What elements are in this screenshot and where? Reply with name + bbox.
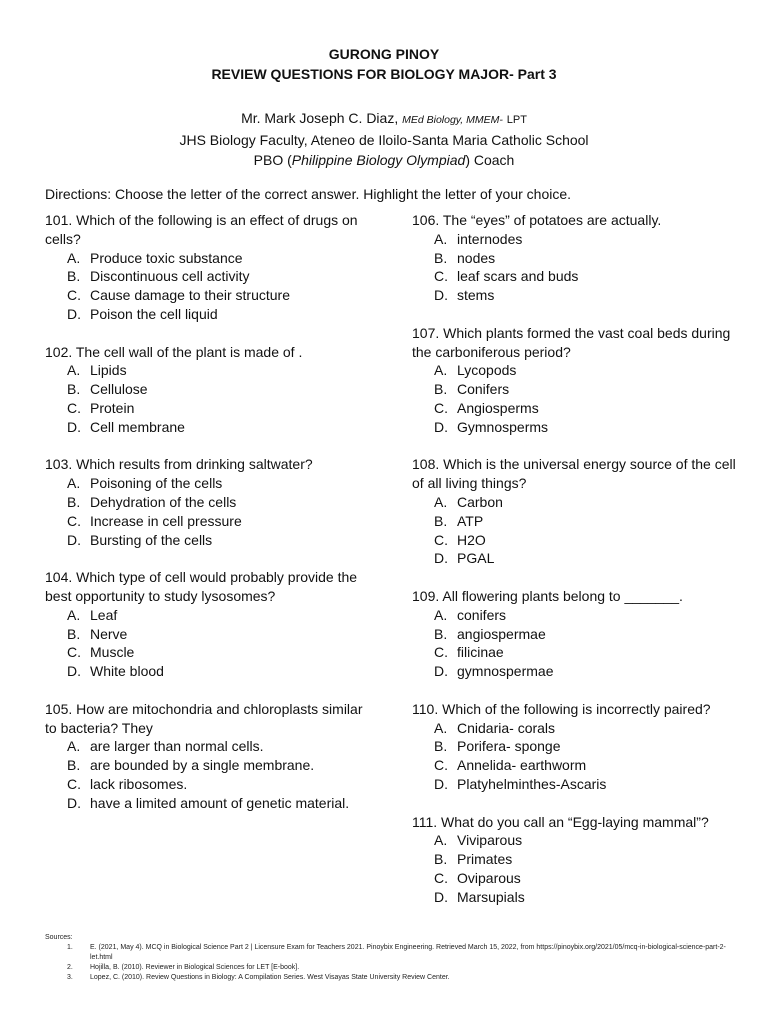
author-line [0, 108, 768, 130]
choice-text: Angiosperms [457, 399, 539, 416]
answer-choice [412, 831, 742, 850]
choice-text: Lycopods [457, 362, 517, 379]
choice-letter: A. [434, 832, 448, 849]
question-item [45, 700, 375, 813]
answer-choice [412, 719, 742, 738]
question-item [45, 211, 375, 324]
choice-text: Primates [457, 851, 513, 868]
choice-text: Porifera- sponge [457, 738, 561, 755]
question-stem: 110. Which of the following is incorrectly paired? [412, 700, 711, 717]
answer-choice [412, 493, 742, 512]
choice-text: Oviparous [457, 869, 521, 886]
choice-text: Protein [90, 399, 135, 416]
choice-letter: C. [67, 644, 81, 661]
author-name: Mr. Mark Joseph C. Diaz, [241, 110, 399, 126]
choice-text: Poison the cell liquid [90, 305, 218, 322]
choice-letter: B. [67, 381, 81, 398]
answer-choice [45, 399, 375, 418]
author-affiliation: JHS Biology Faculty, Ateneo de Iloilo-Santa Maria Catholic School [179, 132, 589, 148]
answer-choice [45, 361, 375, 380]
doc-subtitle: REVIEW QUESTIONS FOR BIOLOGY MAJOR- Part 3 [211, 66, 557, 82]
answer-choice [412, 286, 742, 305]
choice-text: Cause damage to their structure [90, 287, 290, 304]
answer-choice [45, 606, 375, 625]
choice-letter: B. [434, 738, 448, 755]
question-stem: 104. Which type of cell would probably provide the best opportunity to study lysosomes? [45, 569, 358, 604]
choice-text: are bounded by a single membrane. [90, 757, 315, 774]
choice-letter: C. [434, 399, 448, 416]
choice-text: Cellulose [90, 381, 148, 398]
source-number: 3. [67, 974, 73, 981]
answer-choice [412, 531, 742, 550]
question-item [412, 324, 742, 437]
choice-list [45, 606, 375, 681]
answer-choice [45, 531, 375, 550]
choice-text: lack ribosomes. [90, 775, 188, 792]
choice-letter: D. [434, 888, 448, 905]
choice-text: Produce toxic substance [90, 249, 243, 266]
author-role-post: ) Coach [465, 152, 515, 168]
choice-letter: D. [434, 287, 448, 304]
choice-letter: C. [67, 775, 81, 792]
choice-text: Platyhelminthes-Ascaris [457, 775, 607, 792]
choice-letter: D. [67, 305, 81, 322]
author-role-pre: PBO ( [253, 152, 292, 168]
question-stem: 105. How are mitochondria and chloroplasts similar to bacteria? They [45, 700, 363, 736]
question-stem: 102. The cell wall of the plant is made of . [45, 343, 303, 360]
author-role [0, 150, 768, 170]
choice-list [45, 249, 375, 324]
choice-letter: C. [67, 512, 81, 529]
answer-choice [45, 249, 375, 268]
choice-letter: B. [434, 381, 448, 398]
choice-letter: A. [67, 606, 81, 623]
question-item [45, 343, 375, 437]
choice-list [412, 831, 742, 906]
choice-text: Annelida- earthworm [457, 757, 587, 774]
choice-letter: A. [434, 230, 448, 247]
answer-choice [45, 305, 375, 324]
choice-text: Nerve [90, 625, 128, 642]
choice-letter: A. [67, 362, 81, 379]
author-license: LPT [506, 114, 527, 126]
choice-text: nodes [457, 249, 496, 266]
answer-choice [45, 625, 375, 644]
source-text: Lopez, C. (2010). Review Questions in Biology: A Compilation Series. West Visayas State University Review Center. [90, 974, 450, 981]
choice-text: Increase in cell pressure [90, 512, 242, 529]
answer-choice [45, 267, 375, 286]
sources-section [45, 933, 735, 983]
answer-choice [45, 775, 375, 794]
choice-text: Leaf [90, 606, 118, 623]
answer-choice [412, 643, 742, 662]
choice-text: White blood [90, 663, 164, 680]
source-text: Hojilla, B. (2010). Reviewer in Biological Sciences for LET [E-book]. [90, 964, 300, 971]
choice-letter: C. [67, 399, 81, 416]
answer-choice [412, 230, 742, 249]
question-item [412, 455, 742, 568]
title-block [0, 44, 768, 84]
answer-choice [412, 606, 742, 625]
choice-text: H2O [457, 531, 486, 548]
answer-choice [412, 775, 742, 794]
choice-text: ATP [457, 512, 484, 529]
choice-letter: B. [67, 757, 81, 774]
choice-list [412, 361, 742, 436]
source-text: E. (2021, May 4). MCQ in Biological Science Part 2 | Licensure Exam for Teachers 2021. Pinoybix Engineering. Retrieved March 15, 2022, from https://pinoybix.org/2021/05/mcq-in-biological-science-part-2-let.html [90, 944, 726, 961]
choice-text: stems [457, 287, 495, 304]
answer-choice [412, 267, 742, 286]
choice-text: Carbon [457, 493, 503, 510]
choice-letter: D. [67, 531, 81, 548]
choice-text: Muscle [90, 644, 135, 661]
answer-choice [45, 662, 375, 681]
answer-choice [45, 493, 375, 512]
choice-letter: C. [434, 757, 448, 774]
choice-letter: D. [434, 775, 448, 792]
choice-text: filicinae [457, 644, 504, 661]
question-stem: 101. Which of the following is an effect of drugs on cells? [45, 212, 358, 247]
choice-letter: B. [434, 249, 448, 266]
choice-text: Poisoning of the cells [90, 475, 223, 492]
choice-letter: B. [434, 851, 448, 868]
choice-list [45, 474, 375, 549]
choice-text: Viviparous [457, 832, 523, 849]
choice-letter: A. [434, 719, 448, 736]
choice-letter: C. [434, 869, 448, 886]
answer-choice [412, 888, 742, 907]
choice-text: conifers [457, 606, 507, 623]
author-credentials: MEd Biology, MMEM- [402, 114, 503, 126]
choice-letter: D. [434, 550, 448, 567]
choice-list [45, 737, 375, 812]
answer-choice [412, 850, 742, 869]
doc-title: GURONG PINOY [328, 46, 440, 62]
choice-text: Cnidaria- corals [457, 719, 556, 736]
choice-text: are larger than normal cells. [90, 738, 264, 755]
choice-letter: D. [67, 418, 81, 435]
choice-text: Lipids [90, 362, 127, 379]
answer-choice [412, 249, 742, 268]
choice-letter: D. [67, 663, 81, 680]
left-question-column [45, 211, 375, 831]
choice-letter: A. [67, 249, 81, 266]
answer-choice [412, 549, 742, 568]
choice-letter: D. [434, 663, 448, 680]
question-stem: 108. Which is the universal energy source of the cell of all living things? [412, 456, 736, 492]
sources-label: Sources: [45, 934, 73, 941]
source-number: 1. [67, 944, 73, 951]
author-block [0, 108, 768, 170]
answer-choice [45, 643, 375, 662]
choice-text: Marsupials [457, 888, 525, 905]
choice-list [45, 361, 375, 436]
choice-list [412, 493, 742, 568]
answer-choice [412, 662, 742, 681]
choice-text: leaf scars and buds [457, 268, 579, 285]
choice-letter: B. [67, 493, 81, 510]
choice-letter: B. [434, 512, 448, 529]
choice-list [412, 230, 742, 305]
source-item [45, 943, 735, 963]
answer-choice [45, 794, 375, 813]
choice-text: Cell membrane [90, 418, 185, 435]
question-item [412, 587, 742, 681]
answer-choice [45, 512, 375, 531]
answer-choice [412, 380, 742, 399]
directions: Directions: Choose the letter of the correct answer. Highlight the letter of your choice. [45, 186, 572, 202]
source-item [45, 973, 735, 983]
right-question-column [412, 211, 742, 925]
choice-letter: A. [67, 475, 81, 492]
answer-choice [412, 399, 742, 418]
question-item [412, 700, 742, 794]
answer-choice [45, 418, 375, 437]
choice-text: PGAL [457, 550, 495, 567]
question-stem: 107. Which plants formed the vast coal beds during the carboniferous period? [412, 324, 731, 360]
answer-choice [412, 756, 742, 775]
answer-choice [45, 286, 375, 305]
choice-letter: B. [67, 625, 81, 642]
question-stem: 111. What do you call an “Egg-laying mammal”? [412, 813, 709, 830]
choice-text: gymnospermae [457, 663, 554, 680]
answer-choice [45, 474, 375, 493]
answer-choice [45, 737, 375, 756]
choice-list [412, 606, 742, 681]
choice-letter: C. [434, 531, 448, 548]
answer-choice [412, 361, 742, 380]
author-role-org: Philippine Biology Olympiad [291, 152, 466, 168]
choice-text: Discontinuous cell activity [90, 268, 250, 285]
choice-letter: A. [434, 493, 448, 510]
choice-letter: A. [67, 738, 81, 755]
answer-choice [45, 380, 375, 399]
question-stem: 106. The “eyes” of potatoes are actually. [412, 212, 662, 228]
choice-text: Dehydration of the cells [90, 493, 237, 510]
question-stem: 109. All flowering plants belong to _______. [412, 587, 683, 604]
choice-letter: C. [434, 268, 448, 285]
answer-choice [412, 869, 742, 888]
question-stem: 103. Which results from drinking saltwater? [45, 456, 313, 473]
answer-choice [412, 625, 742, 644]
choice-text: internodes [457, 230, 523, 247]
source-item [45, 963, 735, 973]
choice-letter: D. [67, 794, 81, 811]
sources-list [45, 943, 735, 983]
choice-letter: A. [434, 362, 448, 379]
choice-text: Bursting of the cells [90, 531, 213, 548]
choice-letter: B. [67, 268, 81, 285]
question-item [45, 568, 375, 681]
choice-letter: C. [67, 287, 81, 304]
choice-text: have a limited amount of genetic material. [90, 794, 350, 811]
answer-choice [412, 418, 742, 437]
choice-text: Conifers [457, 381, 510, 398]
choice-text: Gymnosperms [457, 418, 549, 435]
choice-list [412, 719, 742, 794]
answer-choice [412, 737, 742, 756]
answer-choice [45, 756, 375, 775]
answer-choice [412, 512, 742, 531]
choice-letter: A. [434, 606, 448, 623]
question-item [45, 455, 375, 549]
source-number: 2. [67, 964, 73, 971]
choice-letter: B. [434, 625, 448, 642]
choice-text: angiospermae [457, 625, 546, 642]
question-item [412, 813, 742, 907]
choice-letter: D. [434, 418, 448, 435]
choice-letter: C. [434, 644, 448, 661]
question-item [412, 211, 742, 305]
